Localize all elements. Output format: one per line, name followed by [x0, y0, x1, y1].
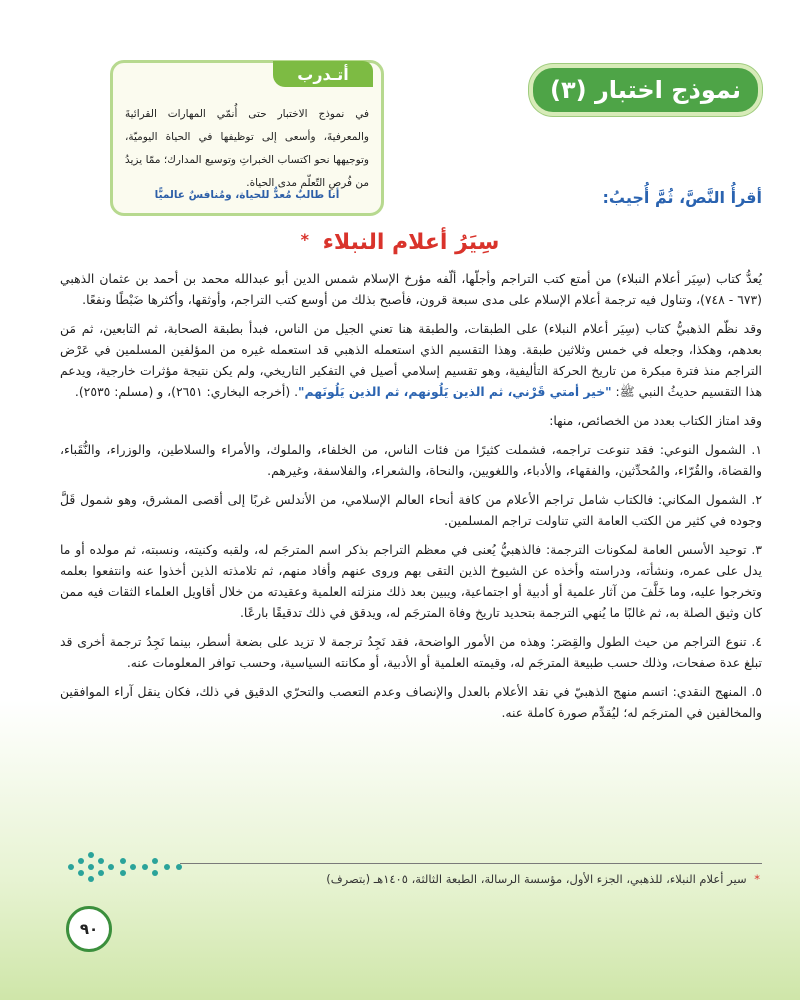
decorative-dot — [98, 870, 104, 876]
paragraph-intro: يُعدُّ كتاب (سِيَر أعلام النبلاء) من أمتع كتب التراجم وأجلّها، ألّفه مؤرخ الإسلام شمس الدين أبو عبدالله محمد بن أحمد بن عثمان الذهبي (٦٧٣ - ٧٤٨)، وتناول فيه ترجمة أعلام الإسلام على مدى سبعة قرون، فأصبح بذلك من أوسع كتب التراجم، وأوثقها، وأكثرها ضَبْطًا ونفعًا. — [60, 271, 762, 307]
page-number: ٩٠ — [66, 906, 112, 952]
decorative-dot — [78, 858, 84, 864]
decorative-dot — [152, 870, 158, 876]
hadith-quote: "خير أمتي قَرْني، ثم الذين يَلُونهم، ثم الذين يَلُونَهم" — [298, 384, 612, 399]
training-box — [110, 60, 384, 216]
decorative-dot — [130, 864, 136, 870]
footnote — [326, 872, 760, 886]
training-text: في نموذج الاختبار حتى أُنمّي المهارات القرائيةَ والمعرفيةَ، وأسعى إلى توظيفها في الحياة اليوميّة، وتوجيهها نحو اكتساب الخبراتِ وتوسيع المدارك؛ ممّا يزيدُ من فُرصِ التّعلّم مدى الحياة. — [125, 108, 369, 189]
decorative-dot — [68, 864, 74, 870]
instruction-heading: أقرأُ النَّصَّ، ثُمَّ أُجيبُ: — [602, 188, 762, 207]
paragraph-features-intro: وقد امتاز الكتاب بعدد من الخصائص، منها: — [549, 413, 762, 428]
decorative-dot — [78, 870, 84, 876]
decorative-dot — [88, 864, 94, 870]
decorative-dot — [98, 858, 104, 864]
decorative-dot — [88, 852, 94, 858]
article-title — [0, 230, 800, 255]
decorative-dot — [108, 864, 114, 870]
article-body — [60, 268, 762, 731]
paragraph-structure — [60, 318, 762, 402]
list-item-1: ١. الشمول النوعي: فقد تنوعت تراجمه، فشملت كثيرًا من فئات الناس، من الخلفاء، والملوك، والأمراء والسلاطين، والوزراء، والنُّقَباء، والقضاة، والقُرّاء، والمُحدِّثين، والفقهاء، والأدباء، واللغويين، والنحاة، والشعراء، والفلاسفة، وغيرهم. — [60, 442, 762, 478]
list-item-3: ٣. توحيد الأسس العامة لمكونات الترجمة: فالذهبيُّ يُعنى في معظم التراجم بذكر اسم المترجَم له، ولقبه وكنيته، ونسبته، ثم مولده أو ما يدل على عمره، ونشأته، ودراسته وأخذه عن الشيوخ الذين التقى بهم وروى عنهم وأفاد منهم، ثم تلامذته الذين أخذوا عنه وانتفعوا بعلمه وتخرجوا عليه، وما خَلَّفَ من آثار علمية أو أدبية أو اجتماعية، ويبين بعد ذلك منزلته العلمية وعقيدته من خلال أقاويل العلماء الثقات فيه ممن كان وثيق الصلة به، ثم غالبًا ما يُنهي الترجمة بتحديد تاريخ وفاة المترجَم له، ويدقق في ذلك تدقيقًا بارعًا. — [60, 542, 762, 620]
page-title-badge — [529, 64, 762, 116]
decorative-dot — [88, 876, 94, 882]
page-title: نموذج اختبار (٣) — [550, 76, 742, 104]
list-item-5: ٥. المنهج النقدي: اتسم منهج الذهبيّ في نقد الأعلام بالعدل والإنصاف وعدم التعصب والتحرّي الدقيق في ذلك، فكان ينقل آراء الموافقين والمخالفين في المترجَم له؛ ليُقدِّم صورة كاملة عنه. — [60, 684, 762, 720]
decorative-dot — [142, 864, 148, 870]
paragraph-structure-text: وقد نظّم الذهبيُّ كتاب (سِيَر أعلام النبلاء) على الطبقات، والطبقة هنا تعني الجيل من الناس، فبدأ بطبقة الصحابة، ثم التابعين، ثم مَن بعدهم، وهكذا، وجعله في خمس وثلاثين طبقة. وهذا التقسيم الذي استعمله الذهبي قد استعمله غيره من المؤلفين المسلمين في عَرْض التراجم منذ فترة مبكرة من تاريخ الحركة التأليفية، وهو تقسيم إسلامي أصيل في التفكير التاريخي، ولم يكن نتيجة مؤثرات خارجية، ويدعم هذا التقسيم حديثُ النبي ﷺ: — [60, 321, 762, 399]
list-item-2: ٢. الشمول المكاني: فالكتاب شامل تراجم الأعلام من كافة أنحاء العالم الإسلامي، من الأندلس غربًا إلى أقصى المشرق، وهو شمول قَلَّ وجوده في كثير من الكتب العامة التي تناولت تراجم المسلمين. — [60, 492, 762, 528]
footnote-star-icon: * — [754, 872, 760, 886]
hadith-citation: . (أخرجه البخاري: ٢٦٥١)، و (مسلم: ٢٥٣٥). — [74, 384, 299, 399]
footnote-text: سير أعلام النبلاء، للذهبي، الجزء الأول، مؤسسة الرسالة، الطبعة الثالثة، ١٤٠٥هـ (بتصرف) — [326, 872, 747, 886]
footnote-divider — [180, 863, 762, 864]
training-tab: أتـدرب — [273, 61, 373, 87]
decorative-dot — [120, 858, 126, 864]
decorative-dot — [164, 864, 170, 870]
footnote-marker-icon: * — [300, 230, 309, 249]
decorative-dot — [152, 858, 158, 864]
decorative-dot — [176, 864, 182, 870]
training-motto: أنا طالبٌ مُعدٌّ للحياة، ومُنافسٌ عالميًّا — [154, 189, 340, 201]
article-title-text: سِيَرُ أعلام النبلاء — [322, 230, 500, 255]
decorative-dot — [120, 870, 126, 876]
list-item-4: ٤. تنوع التراجم من حيث الطول والقِصَر: وهذه من الأمور الواضحة، فقد نَجِدُ ترجمة لا تزيد على بضعة أسطر، بينما نَجِدُ ترجمة أخرى قد تبلغ عدة صفحات، وذلك حسب طبيعة المترجَم له، وقيمته العلمية أو الأدبية، أو مكانته السياسية، وحسب توافر المعلومات عنه. — [60, 634, 762, 670]
decorative-dots-icon — [68, 852, 188, 882]
